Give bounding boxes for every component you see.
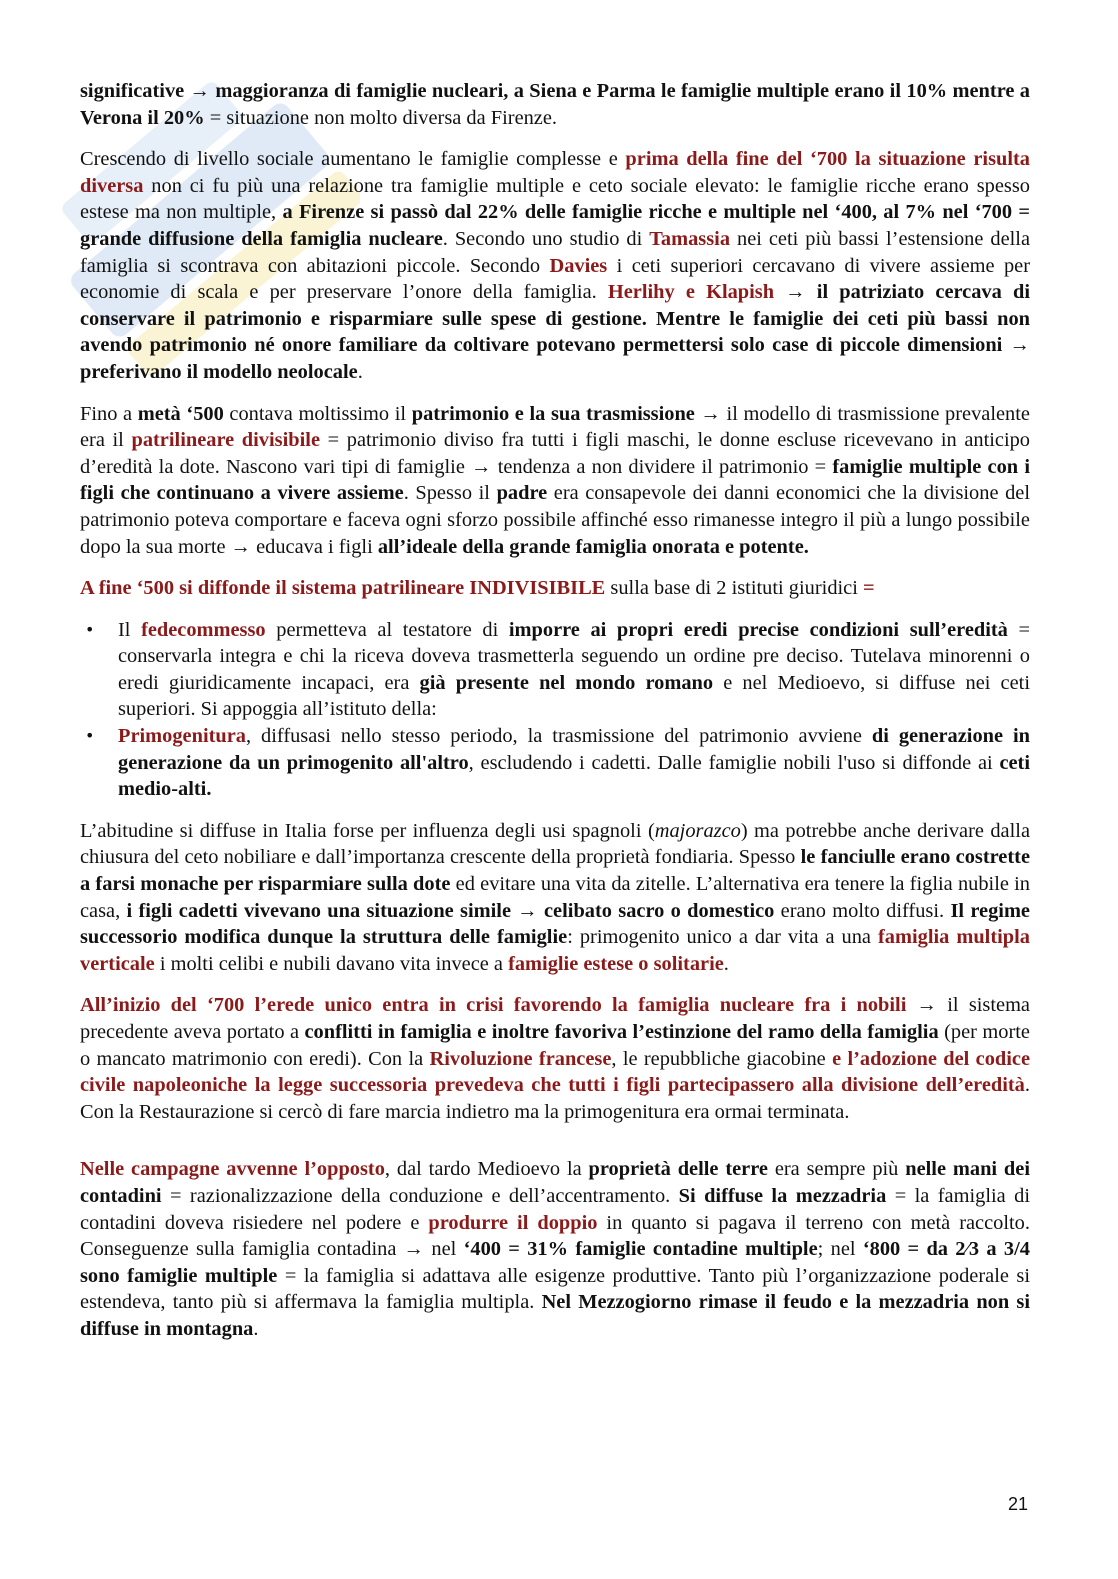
text-run: , diffusasi nello stesso periodo, la trasmissione del patrimonio avviene — [245, 725, 872, 748]
text-run: di generazione in generazione da un primogenito all'altro — [118, 725, 1031, 774]
text-run: all’ideale della grande famiglia onorata e potente. — [377, 535, 809, 558]
text-run: significative → maggioranza di famiglie nucleari, a Siena e Parma le famiglie multiple erano il 10% mentre a Verona il 20% — [80, 80, 1030, 129]
text-run: Crescendo di livello sociale aumentano le famiglie complesse e — [80, 148, 626, 171]
text-run: e l’adozione del codice civile napoleoniche la legge successoria prevedeva che tutti i figli partecipassero alla divisione dell’eredità — [80, 1047, 1030, 1097]
text-run: Il regime successorio modifica dunque la struttura delle famiglie — [80, 899, 1030, 949]
text-run: fedecommesso — [141, 618, 266, 641]
text-run: . — [723, 952, 729, 975]
text-run: . Con la Restaurazione si cercò di fare marcia indietro ma la primogenitura era ormai terminata. — [80, 1074, 1030, 1123]
document-body — [80, 78, 1030, 1358]
text-run: → il sistema precedente aveva portato a — [80, 994, 1030, 1043]
text-run: = la famiglia si adattava alle esigenze produttive. Tanto più l’organizzazione poderale si estendeva, tanto più si affermava la famiglia multipla. — [80, 1264, 1030, 1314]
text-run: padre — [496, 482, 548, 505]
text-run: famiglie estese o solitarie — [508, 952, 724, 975]
text-run: produrre il doppio — [428, 1211, 598, 1234]
text-run: ‘400 = 31% famiglie contadine multiple — [463, 1238, 818, 1261]
text-run: Herlihy e Klapish — [607, 281, 775, 304]
text-run: A fine ‘500 si diffonde il sistema patrilineare INDIVISIBILE — [80, 577, 606, 600]
text-run: e nel Medioevo, si diffuse nei ceti superiori. Si appoggia all’istituto della: — [118, 671, 1030, 721]
page-number: 21 — [1008, 1494, 1029, 1514]
text-run: ‘800 = da 2⁄3 a 3/4 sono famiglie multiple — [80, 1238, 1030, 1287]
text-run: Fino a — [80, 402, 138, 425]
text-run: = situazione non molto diversa da Firenze. — [204, 106, 558, 129]
text-run: All’inizio del ‘700 l’erede unico entra in crisi favorendo la famiglia nucleare fra i nobili — [80, 994, 907, 1017]
text-run: . Secondo uno studio di — [442, 227, 650, 250]
bullet-list — [80, 617, 1030, 803]
paragraph — [80, 1156, 1030, 1342]
text-run: contava moltissimo il — [223, 402, 412, 425]
text-run: → il patriziato cercava di conservare il patrimonio e risparmiare sulle spese di gestione. Mentre le famiglie dei ceti più bassi non avendo patrimonio né onore familiare da coltivare potevano permettersi solo case di piccole dimensioni → preferivano il modello neolocale — [80, 281, 1030, 383]
text-run: Nelle campagne avvenne l’opposto — [80, 1158, 385, 1181]
text-run: era consapevole dei danni economici che la divisione del patrimonio poteva comportare e faceva ogni sforzo possibile affinché esso rimanesse integro il più a lungo possibile dopo la sua morte → educava i figli — [80, 482, 1031, 558]
text-run: , dal tardo Medioevo la — [384, 1158, 589, 1181]
paragraph — [80, 146, 1030, 385]
text-run: non ci fu più una relazione tra famiglie multiple e ceto sociale elevato: le famiglie ricche erano spesso estese ma non multiple, — [80, 174, 1030, 224]
text-run: imporre ai propri eredi precise condizioni sull’eredità — [508, 618, 1008, 641]
text-run: prima della fine del ‘700 la situazione risulta diversa — [80, 148, 1030, 197]
text-run: i molti celibi e nubili davano vita invece a — [154, 952, 509, 975]
text-run: i figli cadetti vivevano una situazione simile → celibato sacro o domestico — [126, 899, 775, 922]
text-run: Il — [118, 618, 142, 641]
text-run: . Spesso il — [403, 482, 497, 505]
text-run: proprietà delle terre — [588, 1158, 768, 1181]
text-run: L’abitudine si diffuse in Italia forse per influenza degli usi spagnoli ( — [80, 819, 655, 842]
text-run: le fanciulle erano costrette a farsi monache per risparmiare sulla dote — [80, 846, 1030, 896]
text-run: era sempre più — [767, 1158, 906, 1181]
paragraph — [80, 78, 1030, 131]
text-run: = — [863, 577, 875, 600]
text-run: (per morte o mancato matrimonio con eredi). Con la — [80, 1021, 1030, 1070]
text-run: ; nel — [817, 1238, 863, 1261]
text-run: Davies — [549, 254, 608, 277]
paragraph — [80, 575, 1030, 602]
text-run: = la famiglia di contadini doveva risiedere nel podere e — [80, 1184, 1030, 1234]
text-run: majorazco — [654, 819, 741, 842]
text-run: → il modello di trasmissione prevalente era il — [80, 402, 1030, 452]
text-run: permetteva al testatore di — [265, 618, 509, 641]
text-run: ) ma potrebbe anche derivare dalla chiusura del ceto nobiliare e dall’importanza crescente della proprietà fondiaria. Spesso — [80, 819, 1030, 869]
text-run: = razionalizzazione della conduzione e dell’accentramento. — [161, 1184, 679, 1207]
text-run: Primogenitura — [118, 725, 246, 748]
text-run: patrilineare divisibile — [131, 429, 320, 452]
text-run: famiglie multiple con i figli che continuano a vivere assieme — [80, 455, 1030, 505]
text-run: patrimonio e la sua trasmissione — [411, 402, 695, 425]
text-run: Nel Mezzogiorno rimase il feudo e la mezzadria non si diffuse in montagna — [80, 1291, 1031, 1340]
list-item — [118, 617, 1030, 723]
text-run: , le repubbliche giacobine — [611, 1047, 833, 1070]
text-run: a Firenze si passò dal 22% delle famiglie ricche e multiple nel ‘400, al 7% nel ‘700 = grande diffusione della famiglia nucleare — [80, 201, 1030, 250]
list-item — [118, 723, 1030, 803]
text-run: . — [253, 1317, 259, 1340]
text-run: ed evitare una vita da zitelle. L’alternativa era tenere la figlia nubile in casa, — [80, 873, 1030, 922]
text-run: metà ‘500 — [137, 402, 224, 425]
text-run: Rivoluzione francese — [429, 1047, 612, 1070]
text-run: famiglia multipla verticale — [80, 926, 1031, 975]
text-run: Si diffuse la mezzadria — [678, 1184, 887, 1207]
text-run: sulla base di 2 istituti giuridici — [605, 577, 863, 600]
text-run: . — [357, 360, 363, 383]
paragraph — [80, 818, 1030, 978]
text-run: nei ceti più bassi l’estensione della famiglia si scontrava con abitazioni piccole. Secondo — [80, 227, 1031, 277]
text-run: i ceti superiori cercavano di vivere assieme per economie di scala e per preservare l’onore della famiglia. — [80, 254, 1030, 304]
text-run: conflitti in famiglia e inoltre favoriva l’estinzione del ramo della famiglia — [304, 1021, 939, 1043]
text-run: Tamassia — [649, 227, 731, 250]
text-run: già presente nel mondo romano — [419, 671, 714, 694]
text-run: = patrimonio diviso fra tutti i figli maschi, le donne escluse ricevevano in anticipo d’eredità la dote. Nascono vari tipi di famiglie → tendenza a non dividere il patrimonio = — [80, 429, 1031, 478]
text-run: nelle mani dei contadini — [80, 1158, 1030, 1207]
paragraph — [80, 401, 1030, 561]
paragraph — [80, 992, 1030, 1125]
text-run: in quanto si pagava il terreno con metà raccolto. Conseguenze sulla famiglia contadina → nel — [80, 1211, 1030, 1261]
text-run: : primogenito unico a dar vita a una — [567, 926, 878, 949]
text-run: , escludendo i cadetti. Dalle famiglie nobili l'uso si diffonde ai — [468, 751, 1000, 774]
text-run: erano molto diffusi. — [774, 899, 951, 922]
text-run: = conservarla integra e chi la riceva doveva trasmetterla seguendo un ordine pre deciso. Tutelava minorenni o eredi giuridicamente incapaci, era — [118, 618, 1030, 694]
text-run: ceti medio-alti. — [118, 751, 1030, 801]
